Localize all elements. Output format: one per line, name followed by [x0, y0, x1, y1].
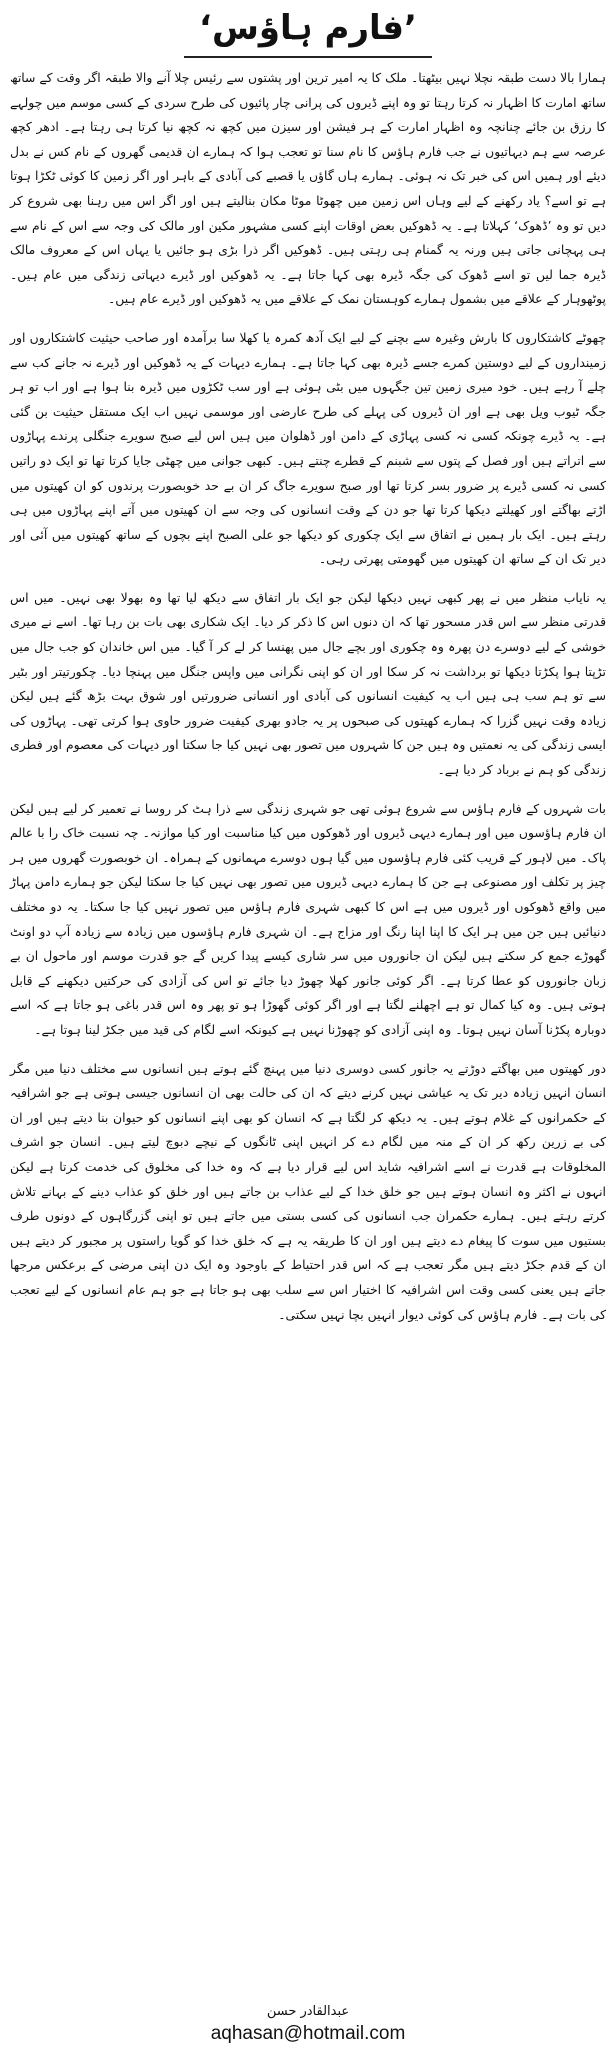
- title-underline: [184, 56, 432, 58]
- article-title: ’فارم ہاؤس‘: [199, 8, 417, 48]
- paragraph-1: ہمارا بالا دست طبقہ نچلا نہیں بیٹھتا۔ ملک کا یہ امیر ترین اور پشتوں سے رئیس چلا آنے والا طبقہ اگر وقت کے ساتھ ساتھ امارت کا اظہار نہ کرتا رہتا تو وہ اپنے ڈیروں کی پرانی چار پائیوں کی طرح سردی کے کسی موسم میں چولہے کا رزق بن جائے چنانچہ وہ اظہار امارت کے ہر فیشن اور سیزن میں کچھ نہ کچھ نیا کرتا ہی رہتا ہے۔ ادھر کچھ عرصہ سے ہم دیہاتیوں نے جب فارم ہاؤس کا نام سنا تو تعجب ہوا کہ ہمارے ان قدیمی گھروں کے نام کس نے بدل دیئے اور ہمیں اس کی خبر تک نہ ہوئی۔ ہمارے ہاں گاؤں یا قصبے کی آبادی کے باہر اور اگر زمین کا کوئی ٹکڑا ہوتا ہے تو اسے؟ یاد رکھنے کے لیے وہاں اس زمین میں چھوٹا موٹا مکان بنالیتے ہیں اور اگر اس میں رہنا بھی شروع کر دیں تو وہ ’ڈھوک‘ کہلاتا ہے۔ یہ ڈھوکیں بعض اوقات اپنے کسی مشہور مکین اور مالک کی وجہ سے اس کے نام سے ہی پہچانی جاتی ہیں ورنہ یہ گمنام ہی رہتی ہیں۔ ڈھوکیں اگر ذرا بڑی ہو جائیں یا یہاں اس کے معروف مالک ڈیرہ جما لیں تو اسے ڈھوک کی جگہ ڈیرہ بھی کہا جاتا ہے۔ یہ ڈھوکیں اور ڈیرے دیہاتی زندگی میں عام ہیں۔ پوٹھوہار کے علاقے میں بشمول ہمارے کوہستان نمک کے علاقے میں یہ ڈھوکیں اور ڈیرے عام ہیں۔: [10, 70, 606, 307]
- paragraph-3: یہ نایاب منظر میں نے پھر کبھی نہیں دیکھا لیکن جو ایک بار اتفاق سے دیکھ لیا تھا وہ بھولا بھی نہیں۔ میں اس قدرتی منظر سے اس قدر مسحور تھا کہ ان دنوں اس کا ذکر کر دیا۔ ایک شکاری بھی بات بن رہا تھا۔ اسے نے میری خوشی کے لیے دوسرے دن پھرہ وہ چکوری اور بچے جال میں پھنسا کر لے کر آ گیا۔ میں اس خاندان کو جب جال میں تڑپتا ہوا پکڑتا دیکھا تو برداشت نہ کر سکا اور ان کو اپنی نگرانی میں واپس جنگل میں پہنچا دیا۔ چکورتیتر اور بٹیر سے تو ہم سب ہی ہیں اب یہ کیفیت انسانوں کی آبادی اور انسانی ضرورتیں اور شوق بہت بڑھ گئے ہیں لیکن زیادہ وقت نہیں گزرا کہ ہمارے کھیتوں کی صبحوں پر یہ جادو بھری کیفیت ضرور حاوی ہوا کرتی تھی۔ پہاڑوں کی ایسی زندگی کی یہ نعمتیں وہ ہیں جن کا شہروں میں تصور بھی نہیں کیا جا سکتا اور دیہات کی معصوم اور فطری زندگی کو ہم نے برباد کر دیا ہے۔: [10, 589, 606, 778]
- paragraph-5: دور کھیتوں میں بھاگتے دوڑتے یہ جانور کسی دوسری دنیا میں پہنچ گئے ہوتے ہیں انسانوں سے مختلف دنیا میں مگر انسان انہیں زیادہ دیر تک یہ عیاشی نہیں کرنے دیتے کہ ان کی حالت بھی ان انسانوں جیسی ہوتی ہے جو اشرافیہ کے حکمرانوں کے غلام ہوتے ہیں۔ یہ دیکھ کر لگتا ہے کہ انسان کو بھی اپنے انسانوں کو حیوان بنا دیتے ہیں اور ان کی بے زرین رکھ کر ان کے منہ میں لگام دے کر انہیں اپنی ٹانگوں کے نیچے دبوچ لیتے ہیں۔ انسان جو اشرف المخلوقات ہے قدرت نے اسے اشرافیہ شاید اس لیے قرار دیا ہے کہ وہ خدا کی مخلوق کی خدمت کرتا ہے لیکن انہوں نے اکثر وہ انسان ہوتے ہیں جو خلق خدا کے لیے عذاب بن جاتے ہیں اور خلق کو عذاب دینے کے بہانے تلاش کرتے رہتے ہیں۔ ہمارے حکمران جب انسانوں کی کسی بستی میں جاتے ہیں تو اپنی گزرگاہوں کے دونوں طرف بستیوں میں سوت کا پیغام دے دیتے ہیں اور ان کا طریقہ یہ ہے کہ خلق خدا کو گویا راستوں پر مجبور کر دیتے ہیں ان کے قدم جکڑ دیتے ہیں مگر تعجب ہے کہ اس قدر احتیاط کے باوجود وہ ایک دن اپنی مرضی کے برعکس مرجھا جاتے ہیں یعنی کسی وقت اس اشرافیہ کا اختیار اس سے سلب بھی ہو جاتا ہے جو ہم عام انسانوں کے لیے تعجب کی بات ہے۔ فارم ہاؤس کی کوئی دیوار انہیں بچا نہیں سکتی۔: [10, 1060, 606, 1322]
- author-name: عبدالقادر حسن: [266, 2004, 350, 2019]
- author-email: aqhasan@hotmail.com: [210, 2023, 406, 2044]
- article-body: [10, 66, 606, 1341]
- paragraph-2: چھوٹے کاشتکاروں کا بارش وغیرہ سے بچنے کے لیے ایک آدھ کمرہ یا کھلا سا برآمدہ اور صاحب حیثیت کاشتکاروں اور زمینداروں کے لیے دوستین کمرے جسے ڈیرہ بھی کہا جاتا ہے۔ ہمارے دیہات کے یہ ڈھوکیں اور ڈیرے نہ جانے کب سے چلے آ رہے ہیں۔ خود میری زمین تین جگہوں میں بٹی ہوئی ہے اور سب ٹکڑوں میں ڈیرہ بنا ہوا ہے اور اب تو ہر جگہ ٹیوب ویل بھی ہے اور ان ڈیروں کی پہلے کی طرح عارضی اور موسمی نہیں اب ایک مستقل حیثیت بن گئی ہے۔ یہ ڈیرے چونکہ کسی نہ کسی پہاڑی کے دامن اور ڈھلوان میں ہیں اس لیے صبح سویرے جنگلی پرندے پہاڑوں سے اتراتے ہیں اور فصل کے پتوں سے شبنم کے قطرے چنتے ہیں۔ کبھی جوانی میں چھٹی جایا کرتا تھا تو ایک دو راتیں کسی نہ کسی ڈیرے پر ضرور بسر کرتا تھا اور صبح سویرے جاگ کر ان بے حد خوبصورت پرندوں کو ان کھیتوں میں اڑتے بھاگتے اور کھیلتے دیکھا کرتا تھا جو دن کے وقت انسانوں کی وجہ سے ان کھیتوں میں آتے اپنے پہاڑوں میں ہی رہتے ہیں۔ ایک بار ہمیں نے اتفاق سے ایک چکوری کو دیکھا جو علی الصبح اپنے بچوں کے ساتھ کھیتوں میں آئی اور دیر تک ان کے ساتھ ان کھیتوں میں گھومتی پھرتی رہی۔: [10, 329, 606, 567]
- paragraph-4: بات شہروں کے فارم ہاؤس سے شروع ہوئی تھی جو شہری زندگی سے ذرا ہٹ کر روسا نے تعمیر کر لیے ہیں لیکن ان فارم ہاؤسوں میں اور ہمارے دیہی ڈیروں اور ڈھوکوں میں کیا مناسبت اور کیا موازنہ۔ چہ نسبت خاک را با عالم پاک۔ میں لاہور کے قریب کئی فارم ہاؤسوں میں گیا ہوں دوسرے مہمانوں کے ہمراہ۔ ان خوبصورت گھروں میں ہر چیز پر تکلف اور مصنوعی ہے جن کا ہمارے دیہی ڈیروں میں تصور بھی نہیں کیا جا سکتا لیکن جو ہمارے دامن پہاڑ میں واقع ڈھوکوں اور ڈیروں میں ہے اس کا کبھی شہری فارم ہاؤس میں تصور نہیں کیا جا سکتا۔ یہ دو مختلف دنیائیں ہیں جن میں ہر ایک کا اپنا اپنا رنگ اور مزاج ہے۔ ان شہری فارم ہاؤسوں میں زیادہ سے زیادہ آپ دو اونٹ گھوڑے جمع کر سکتے ہیں لیکن ان جانوروں میں سر شاری کیسے پیدا کریں گے جو قدرت موسم اور ماحول ان بے زبان جانوروں کو عطا کرتا ہے۔ اگر کوئی جانور کھلا چھوڑ دیا جائے تو اس کی آزادی کی حرکتیں دیکھنے کے قابل ہوتی ہیں۔ وہ کیا کمال تو ہے اچھلنے لگتا ہے اور اگر کوئی گھوڑا ہو تو پھر وہ اس قدر باغی ہو جاتا ہے کہ اسے دوبارہ پکڑنا آسان نہیں ہوتا۔ وہ اپنی آزادی کو چھوڑنا نہیں ہے کیونکہ اسے لگام کی قید میں جکڑ لینا ہوتا ہے۔: [10, 800, 606, 1037]
